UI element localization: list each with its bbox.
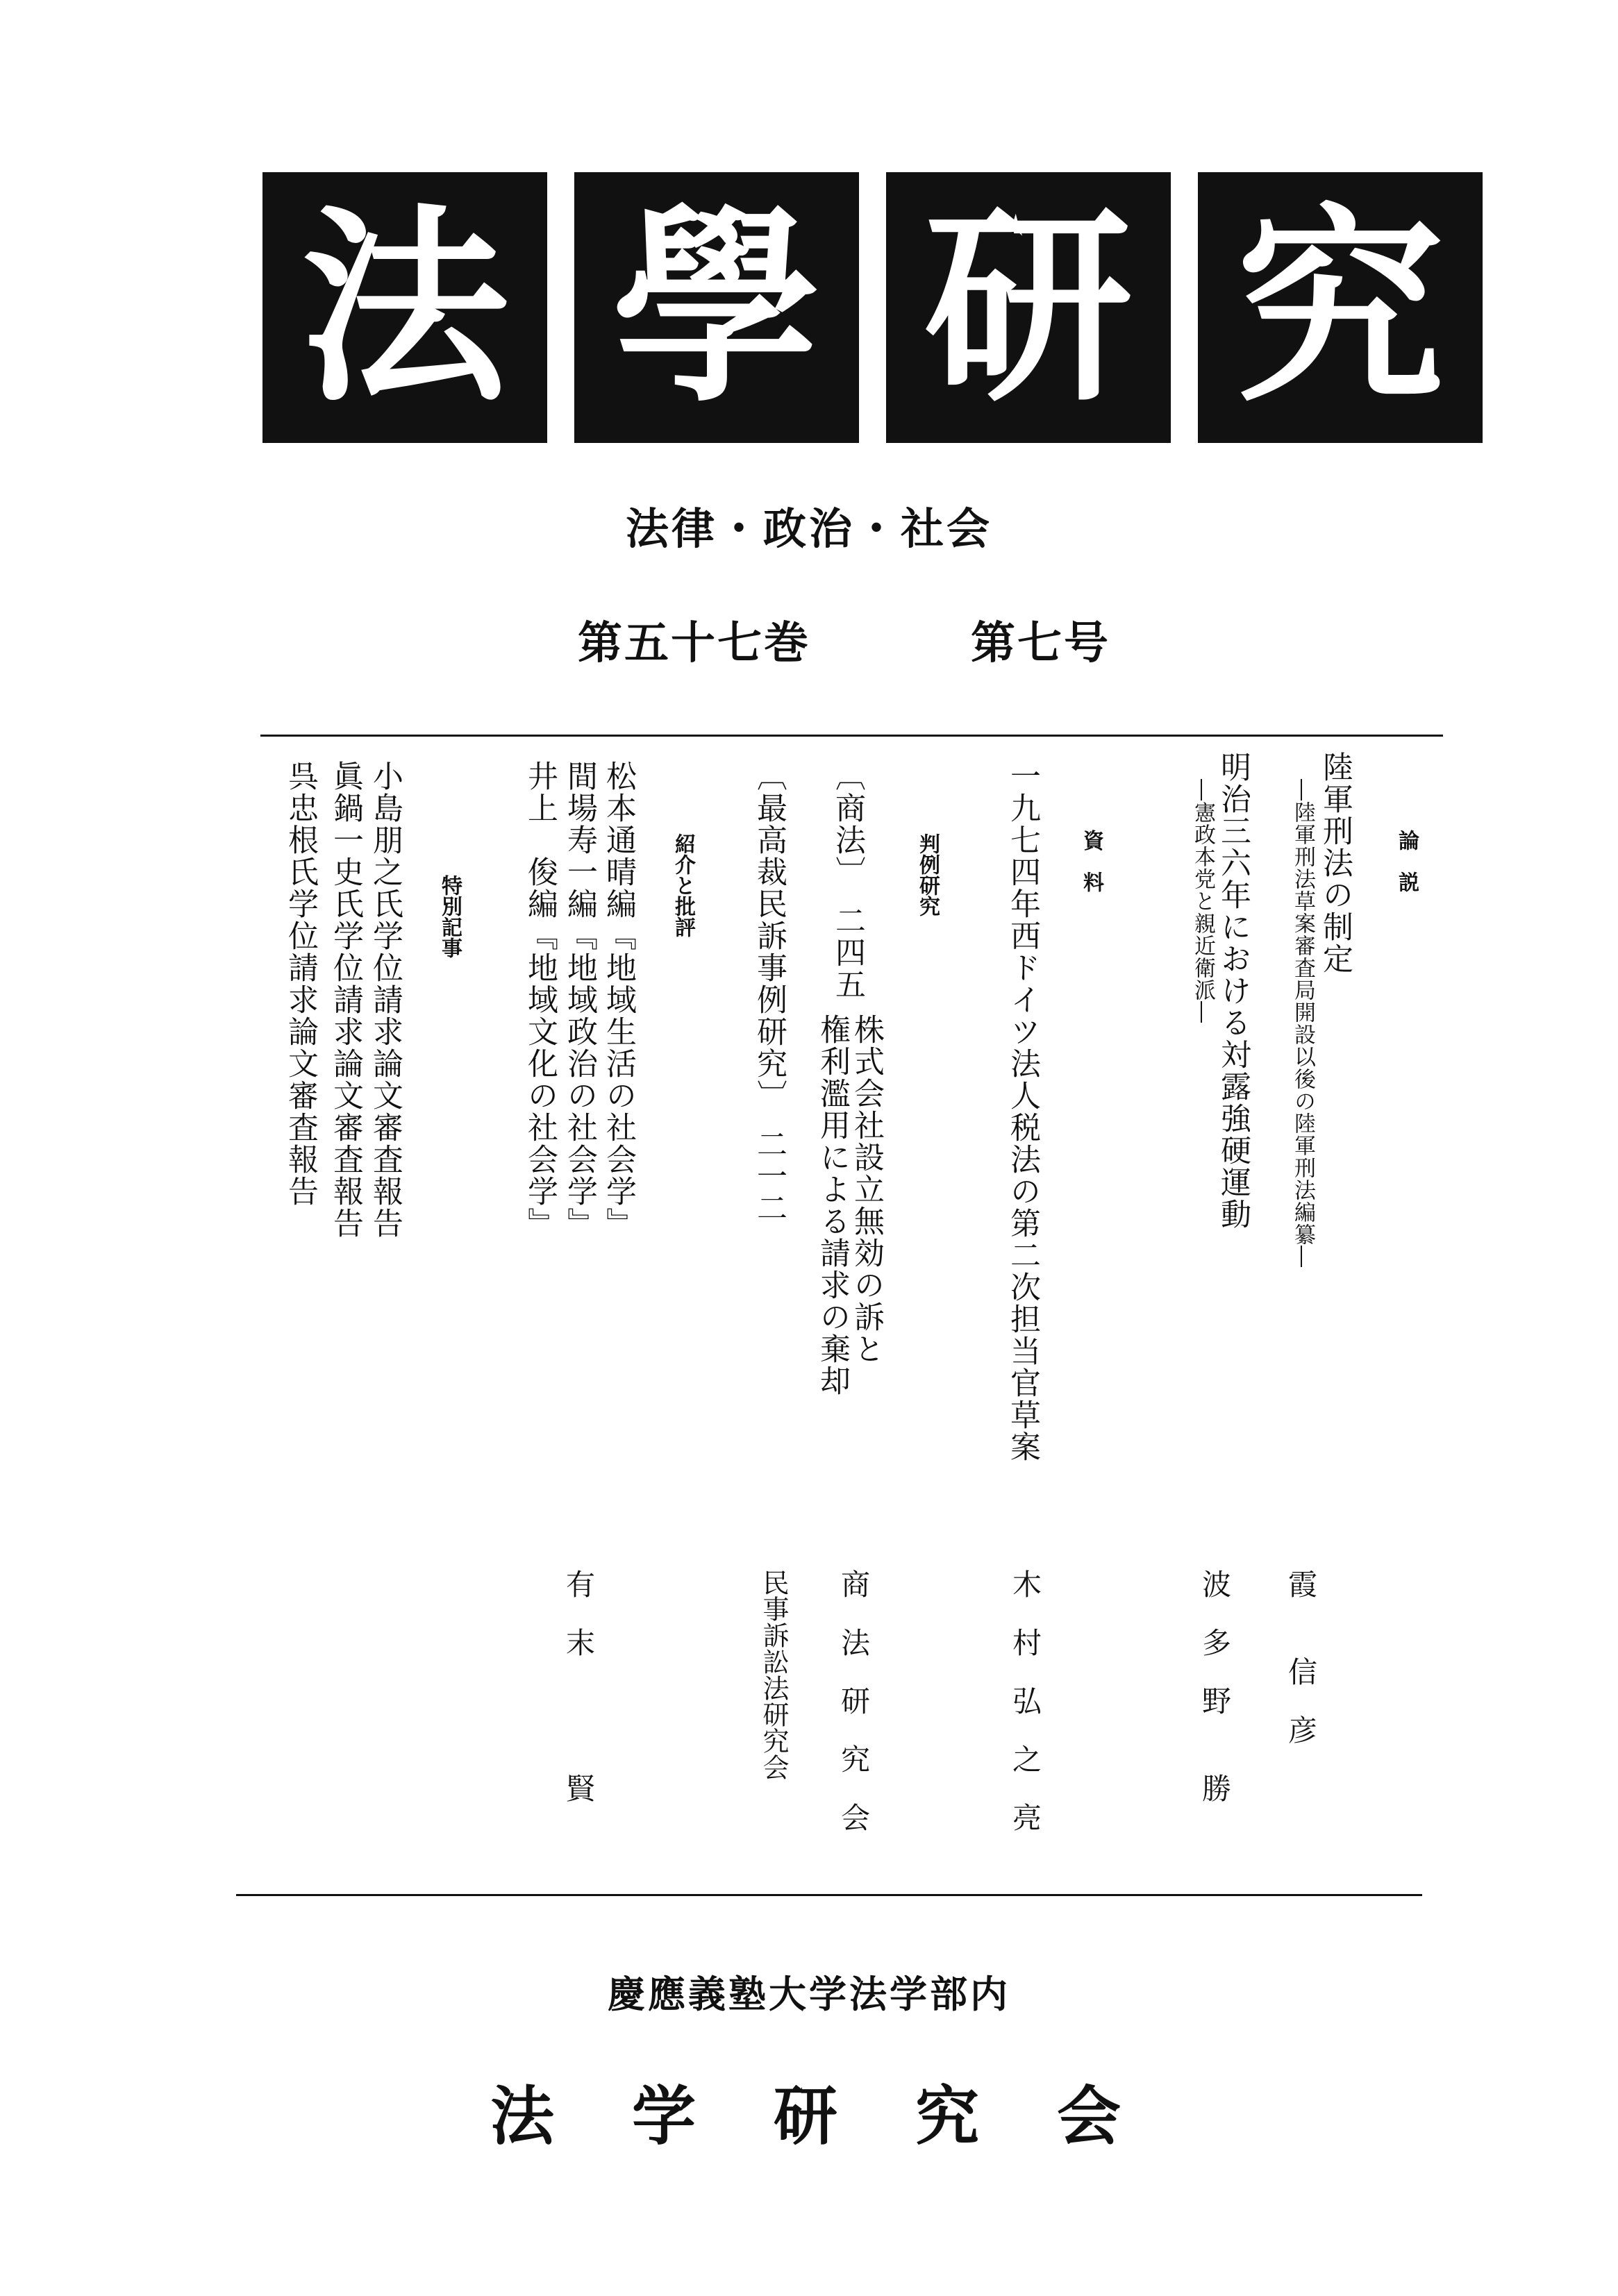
article-1-title: 陸軍刑法の制定: [1317, 751, 1353, 975]
hanrei-1-title-line1: 株式会社設立無効の訴と: [849, 1014, 884, 1365]
masthead-char-4: 究: [1198, 172, 1483, 443]
hanrei-1-prefix: 〔商法〕 二四五: [830, 760, 865, 1000]
section-shokai: 紹介と批評: [671, 833, 695, 937]
article-1-author: 霞 信 彦: [1284, 1569, 1318, 1744]
bottom-rule: [236, 1894, 1422, 1896]
publisher-affiliation: 慶應義塾大学法学部内: [608, 1972, 1010, 2016]
shiryo-1-author: 木 村 弘 之 亮: [1008, 1569, 1042, 1832]
publisher-society: 法 学 研 究 会: [490, 2079, 1128, 2154]
shiryo-1-title: 一九七四年西ドイツ法人税法の第二次担当官草案: [1005, 760, 1040, 1463]
hanrei-1-author: 商 法 研 究 会: [837, 1569, 871, 1832]
shokai-item-2: 間場寿一編『地域政治の社会学』: [562, 760, 597, 1239]
top-rule: [260, 735, 1443, 737]
tokubetsu-item-3: 呉忠根氏学位請求論文審査報告: [283, 760, 318, 1207]
section-hanrei: 判例研究: [915, 833, 940, 916]
section-tokubetsu: 特別記事: [437, 875, 462, 958]
masthead-char-2: 學: [574, 172, 859, 443]
volume-label: 第五十七巻: [578, 618, 810, 669]
article-2-title: 明治三六年における対露強硬運動: [1215, 751, 1251, 1230]
article-2-subtitle: ―憲政本党と親近衛派―: [1190, 779, 1215, 1023]
article-1-subtitle: ―陸軍刑法草案審査局開設以後の陸軍刑法編纂―: [1290, 779, 1315, 1268]
masthead-char-3: 研: [886, 172, 1171, 443]
tokubetsu-item-1: 小島朋之氏学位請求論文審査報告: [367, 760, 403, 1239]
journal-subtitle: 法律・政治・社会: [625, 503, 992, 554]
shokai-author: 有 末 賢: [562, 1569, 596, 1802]
hanrei-2-author: 民事訴訟法研究会: [758, 1569, 789, 1780]
shokai-item-1: 松本通晴編『地域生活の社会学』: [601, 760, 636, 1239]
section-shiryo: 資 料: [1079, 830, 1103, 892]
tokubetsu-item-2: 眞鍋一史氏学位請求論文審査報告: [328, 760, 363, 1239]
section-ronsetsu: 論 説: [1394, 830, 1419, 892]
issue-number-label: 第七号: [971, 618, 1110, 669]
article-2-author: 波 多 野 勝: [1198, 1569, 1232, 1802]
hanrei-1-title-line2: 権利濫用による請求の棄却: [815, 1014, 850, 1397]
shokai-item-3: 井上 俊編『地域文化の社会学』: [522, 760, 558, 1239]
masthead-char-1: 法: [262, 172, 547, 443]
hanrei-2-prefix: 〔最高裁民訴事例研究〕 二一二: [751, 760, 787, 1224]
